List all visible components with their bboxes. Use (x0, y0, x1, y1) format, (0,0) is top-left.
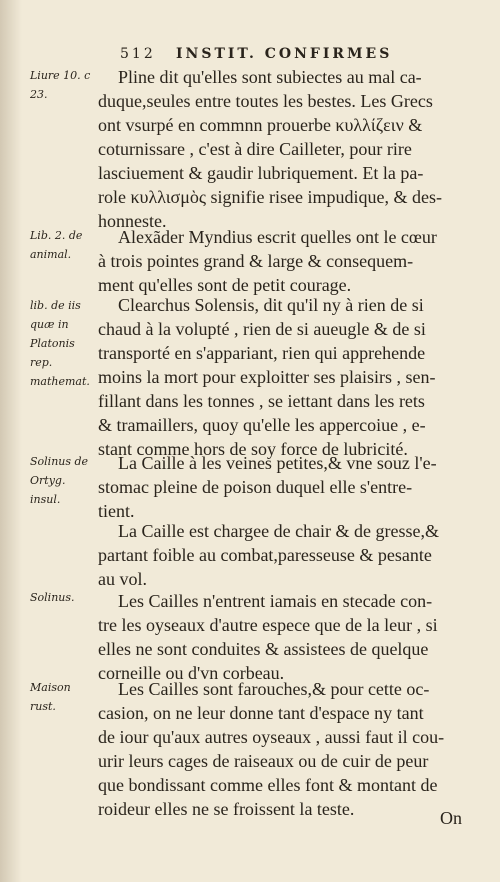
text-line: elles ne sont conduites & assistees de quelque (98, 639, 429, 659)
text-line: Pline dit qu'elles sont subiectes au mal ca- (118, 67, 422, 87)
text-line: stant comme hors de soy force de lubricité. (98, 439, 408, 459)
gutter-shadow (0, 0, 22, 882)
text-line: que bondissant comme elles font & montant de (98, 775, 438, 795)
text-line: coturnissare , c'est à dire Cailleter, pour rire (98, 139, 412, 159)
page-number: 512 (120, 46, 156, 62)
text-line: partant foible au combat,paresseuse & pesante (98, 545, 432, 565)
text-line: chaud à la volupté , rien de si aueugle & de si (98, 319, 426, 339)
text-line: stomac pleine de poison duquel elle s'entre- (98, 477, 413, 497)
text-line: Clearchus Solensis, dit qu'il ny à rien de si (118, 295, 424, 315)
margin-note: Liure 10. c 23. (30, 69, 91, 101)
text-line: casion, on ne leur donne tant d'espace ny tant (98, 703, 424, 723)
text-line: roideur elles ne se froissent la teste. (98, 799, 355, 819)
text-line: honneste. (98, 211, 167, 231)
running-title: INSTIT. CONFIRMES (176, 46, 393, 62)
margin-note: Lib. 2. de animal. (30, 229, 83, 261)
text-line: tre les oyseaux d'autre espece que de la leur , si (98, 615, 438, 635)
margin-note: lib. de iis quæ in Platonis rep. mathemat. (30, 299, 90, 388)
text-line: role κυλλισμὸς signifie risee impudique, & des- (98, 187, 442, 207)
text-line: Alexãder Myndius escrit quelles ont le cœur (118, 227, 437, 247)
text-line: Les Cailles sont farouches,& pour cette oc- (118, 679, 430, 699)
text-line: corneille ou d'vn corbeau. (98, 663, 285, 683)
text-line: tient. (98, 501, 135, 521)
text-line: fillant dans les tonnes , se iettant dans les rets (98, 391, 425, 411)
margin-note: Solinus. (30, 591, 75, 604)
text-line: La Caille est chargee de chair & de gresse,& (118, 521, 440, 541)
text-line: ont vsurpé en commnn prouerbe κυλλίζειν & (98, 115, 423, 135)
text-line: de iour qu'aux autres oyseaux , aussi faut il cou- (98, 727, 445, 747)
text-line: duque,seules entre toutes les bestes. Les Grecs (98, 91, 433, 111)
text-line: Les Cailles n'entrent iamais en stecade con- (118, 591, 433, 611)
text-line: urir leurs cages de raiseaux ou de cuir de peur (98, 751, 429, 771)
catchword: On (440, 808, 462, 828)
margin-note: Maison rust. (30, 681, 71, 713)
text-line: au vol. (98, 569, 147, 589)
text-line: à trois pointes grand & large & consequem- (98, 251, 414, 271)
text-line: transporté en s'appariant, rien qui apprehende (98, 343, 426, 363)
text-line: lasciuement & gaudir lubriquement. Et la pa- (98, 163, 424, 183)
text-line: moins la mort pour exploitter ses plaisirs , sen- (98, 367, 436, 387)
text-line: La Caille à les veines petites,& vne souz l'e- (118, 453, 437, 473)
margin-note: Solinus de Ortyg. insul. (30, 455, 89, 506)
text-line: ment qu'elles sont de petit courage. (98, 275, 352, 295)
text-line: & tramaillers, quoy qu'elle les appercoiue , e- (98, 415, 426, 435)
